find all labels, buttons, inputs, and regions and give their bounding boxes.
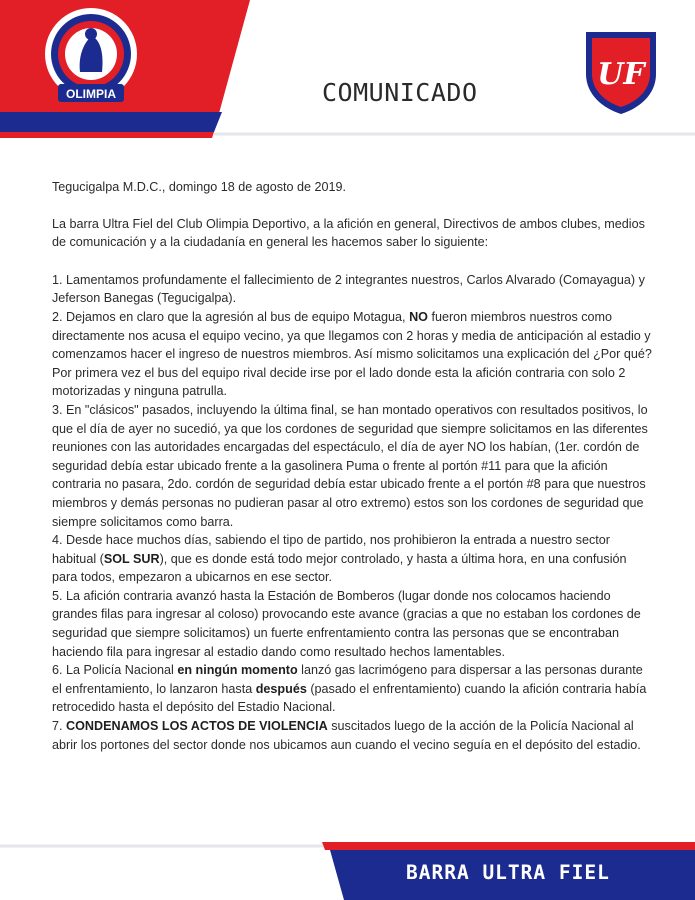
- point-6-text-c: (pasado el enfrentamiento) cuando la afición contraria había retrocedido hasta el depósito del Estadio Nacional.: [52, 681, 647, 715]
- point-7: [52, 717, 652, 754]
- point-4: [52, 531, 652, 587]
- point-2: [52, 308, 652, 401]
- point-2-emphasis: NO: [409, 309, 428, 324]
- point-7-emphasis: CONDENAMOS LOS ACTOS DE VIOLENCIA: [66, 719, 328, 734]
- point-6-emphasis-a: en ningún momento: [177, 663, 298, 678]
- point-5: 5. La afición contraria avanzó hasta la Estación de Bomberos (lugar donde nos colocamos haciendo grandes filas para ingresar al coloso) provocando este avance (gracias a que no estaban los cordones de seguridad que siempre solicitamos) un fuerte enfrentamiento contra las personas que se encontraban haciendo fila para ingresar al estadio dando como resultado hechos lamentables.: [52, 588, 641, 659]
- point-7-number: 7.: [52, 719, 67, 734]
- olimpia-logo: [40, 6, 142, 108]
- point-2-text-a: 2. Dejamos en claro que la agresión al bus de equipo Motagua,: [52, 309, 410, 324]
- communique-body: [52, 178, 652, 754]
- point-1: 1. Lamentamos profundamente el fallecimiento de 2 integrantes nuestros, Carlos Alvarado (Comayagua) y Jeferson Banegas (Tegucigalpa).: [52, 272, 645, 306]
- point-3: 3. En "clásicos" pasados, incluyendo la última final, se han montado operativos con resultados positivos, lo que el día de ayer no sucedió, ya que los cordones de seguridad que siempre solicitamos en las diferentes reuniones con las autoridades encargadas del espectáculo, el día de ayer NO los habían, (1er. cordón de seguridad debía estar ubicado frente a la gasolinera Puma o frente al portón #11 para que la afición contraria no pasara, 2do. cordón de seguridad debía estar ubicado frente a el portón #8 para que nuestros miembros y demás personas no pudieran pasar al otro extremo) estos son los cordones de seguridad que siempre solicitamos como barra.: [52, 402, 648, 529]
- point-6-text-b: lanzó gas lacrimógeno para dispersar a las personas durante el enfrentamiento, lo lanzaron hasta: [52, 663, 643, 696]
- point-4-emphasis: SOL SUR: [103, 551, 160, 566]
- point-6-text-a: 6. La Policía Nacional: [52, 663, 178, 678]
- point-4-text-a: 4. Desde hace muchos días, sabiendo el tipo de partido, nos prohibieron la entrada a nuestro sector habitual (: [52, 533, 610, 566]
- point-6-emphasis-b: después: [255, 681, 307, 696]
- ultra-fiel-logo: [582, 28, 660, 116]
- point-7-text: suscitados luego de la acción de la Policía Nacional al abrir los portones del sector donde nos ubicamos aun cuando el vecino seguía en el depósito del estadio.: [52, 719, 641, 752]
- point-2-text-b: fueron miembros nuestros como directamente nos acusa el equipo vecino, ya que llegamos con 2 horas y media de anticipación al estadio y comenzamos hacer el ingreso de nuestros miembros. Así mismo solicitamos una explicación del ¿Por qué? Por primera vez el bus del equipo rival decide irse por el lado donde esta la afición contraria con solo 2 motorizadas y ninguna patrulla.: [52, 309, 652, 399]
- olimpia-logo-text: OLIMPIA: [66, 87, 116, 101]
- footer-label: BARRA ULTRA FIEL: [406, 861, 610, 884]
- page-title: COMUNICADO: [322, 78, 478, 107]
- intro-paragraph: La barra Ultra Fiel del Club Olimpia Deportivo, a la afición en general, Directivos de ambos clubes, medios de comunicación y a la ciudadanía en general les hacemos saber lo siguiente:: [52, 216, 645, 250]
- point-6: [52, 661, 652, 717]
- date-line: Tegucigalpa M.D.C., domingo 18 de agosto de 2019.: [52, 180, 347, 194]
- point-4-text-b: ), que es donde está todo mejor controlado, y hasta a última hora, en una confusión para todos, empezaron a ubicarnos en ese sector.: [52, 551, 627, 585]
- ultra-fiel-logo-text: UF: [597, 57, 645, 92]
